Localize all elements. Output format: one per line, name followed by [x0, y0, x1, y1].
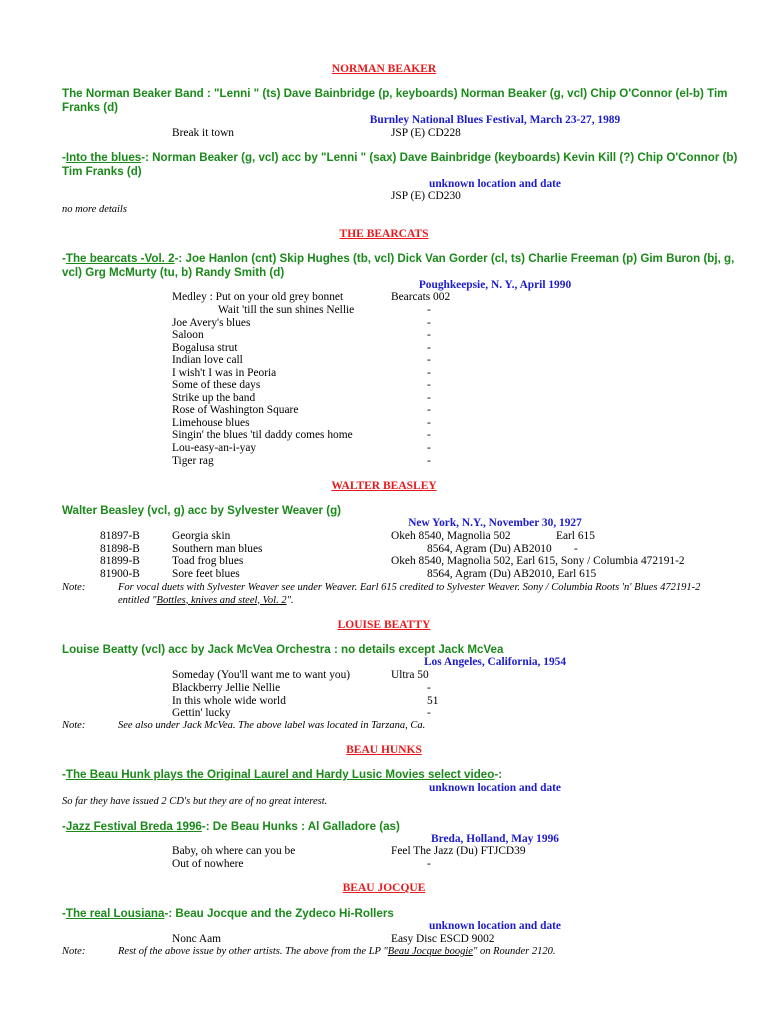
session-location: Los Angeles, California, 1954	[423, 656, 567, 668]
header-prefix: -	[62, 820, 66, 833]
header-suffix: -:	[494, 768, 503, 781]
session-location: unknown location and date	[429, 920, 561, 932]
track-title: Toad frog blues	[172, 555, 244, 567]
session-header	[62, 87, 752, 115]
artist-heading-walter-beasley: WALTER BEASLEY	[331, 480, 437, 492]
session-personnel: The Norman Beaker Band : "Lenni " (ts) Dave Bainbridge (p, keyboards) Norman Beaker (g, vcl) Chip O'Connor (el-b) Tim Franks (d)	[62, 87, 728, 114]
track-issue: -	[427, 858, 431, 870]
note-label: Note:	[62, 720, 86, 731]
track-title: Sore feet blues	[172, 568, 240, 580]
note-text	[118, 582, 718, 607]
misc-note: no more details	[62, 204, 127, 215]
session-header	[62, 907, 752, 921]
track-issue: -	[427, 329, 431, 341]
album-title: Jazz Festival Breda 1996	[65, 820, 202, 833]
track-title: Indian love call	[172, 354, 243, 366]
header-prefix: -	[62, 768, 66, 781]
track-title: Nonc Aam	[172, 933, 222, 945]
track-title: Medley : Put on your old grey bonnet	[172, 291, 344, 303]
track-issue-extra: Earl 615	[556, 530, 595, 542]
header-prefix: -	[62, 252, 66, 265]
track-title: Limehouse blues	[172, 417, 250, 429]
track-title: Rose of Washington Square	[172, 404, 299, 416]
session-location: unknown location and date	[429, 178, 561, 190]
track-title: Blackberry Jellie Nellie	[172, 682, 281, 694]
matrix-number: 81899-B	[100, 555, 140, 567]
note-album-title: Bottles, knives and steel, Vol. 2	[156, 594, 287, 606]
track-title: Strike up the band	[172, 392, 256, 404]
matrix-number: 81898-B	[100, 543, 140, 555]
track-issue: 8564, Agram (Du) AB2010	[427, 543, 552, 555]
session-personnel: Louise Beatty (vcl) acc by Jack McVea Orchestra : no details except Jack McVea	[62, 643, 504, 656]
track-issue: -	[427, 379, 431, 391]
header-prefix: -	[62, 151, 66, 164]
track-title: Southern man blues	[172, 543, 263, 555]
session-header	[62, 820, 752, 834]
matrix-number: 81900-B	[100, 568, 140, 580]
album-title: The real Lousiana	[65, 907, 165, 920]
session-location: Poughkeepsie, N. Y., April 1990	[418, 279, 572, 291]
note-label: Note:	[62, 946, 86, 957]
track-issue: 51	[427, 695, 439, 707]
note-label: Note:	[62, 582, 86, 593]
track-title: Some of these days	[172, 379, 261, 391]
session-header	[62, 643, 752, 657]
session-personnel: -: Beau Jocque and the Zydeco Hi-Rollers	[164, 907, 394, 920]
note-body-end: ".	[286, 594, 294, 606]
header-prefix: -	[62, 907, 66, 920]
track-issue: Bearcats 002	[391, 291, 451, 303]
track-title: Tiger rag	[172, 455, 214, 467]
artist-heading-the-bearcats: THE BEARCATS	[339, 228, 429, 240]
note-text	[118, 720, 718, 733]
album-title: The Beau Hunk plays the Original Laurel and Hardy Lusic Movies select video	[65, 768, 495, 781]
track-issue: -	[427, 392, 431, 404]
track-title: Lou-easy-an-i-yay	[172, 442, 257, 454]
track-title: In this whole wide world	[172, 695, 286, 707]
session-header	[62, 504, 752, 518]
track-issue: -	[427, 417, 431, 429]
note-body: Rest of the above issue by other artists. The above from the LP "	[118, 946, 388, 957]
track-issue: -	[427, 354, 431, 366]
artist-heading-beau-hunks: BEAU HUNKS	[346, 744, 422, 756]
artist-heading-norman-beaker: NORMAN BEAKER	[331, 63, 437, 75]
track-issue: -	[427, 455, 431, 467]
session-location: New York, N.Y., November 30, 1927	[408, 517, 582, 529]
session-personnel: -: De Beau Hunks : Al Galladore (as)	[201, 820, 400, 833]
session-location: unknown location and date	[429, 782, 561, 794]
track-issue: -	[427, 404, 431, 416]
track-title: Joe Avery's blues	[172, 317, 251, 329]
note-album-title: Beau Jocque boogie	[387, 946, 473, 957]
track-issue: Okeh 8540, Magnolia 502	[391, 530, 511, 542]
track-issue: -	[427, 304, 431, 316]
matrix-number: 81897-B	[100, 530, 140, 542]
track-title: Gettin' lucky	[172, 707, 231, 719]
track-issue: -	[427, 442, 431, 454]
track-title: Saloon	[172, 329, 204, 341]
track-title: Baby, oh where can you be	[172, 845, 296, 857]
artist-heading-louise-beatty: LOUISE BEATTY	[337, 619, 431, 631]
track-issue: -	[427, 682, 431, 694]
session-personnel: -: Norman Beaker (g, vcl) acc by "Lenni " (sax) Dave Bainbridge (keyboards) Kevin Kill (?) Chip O'Connor (b) Tim Franks (d)	[62, 151, 738, 178]
track-issue: Easy Disc ESCD 9002	[391, 933, 495, 945]
album-title: The bearcats -Vol. 2	[65, 252, 175, 265]
note-text	[118, 946, 738, 959]
note-body: See also under Jack McVea. The above label was located in Tarzana, Ca.	[118, 720, 426, 731]
track-issue-extra: -	[574, 543, 578, 555]
track-issue: -	[427, 707, 431, 719]
track-issue: JSP (E) CD230	[391, 190, 461, 202]
track-issue: Feel The Jazz (Du) FTJCD39	[391, 845, 526, 857]
track-title: Singin' the blues 'til daddy comes home	[172, 429, 353, 441]
session-header	[62, 151, 752, 179]
track-title: Out of nowhere	[172, 858, 244, 870]
note-body-end: " on Rounder 2120.	[472, 946, 556, 957]
session-header	[62, 768, 752, 782]
track-issue: -	[427, 342, 431, 354]
session-header	[62, 252, 752, 280]
track-title: Georgia skin	[172, 530, 231, 542]
track-issue: JSP (E) CD228	[391, 127, 461, 139]
track-title: Wait 'till the sun shines Nellie	[218, 304, 355, 316]
misc-note: So far they have issued 2 CD's but they are of no great interest.	[62, 796, 328, 807]
track-title: Bogalusa strut	[172, 342, 238, 354]
note-body: For vocal duets with Sylvester Weaver see under Weaver. Earl 615 credited to Sylvester Weaver. Sony / Columbia Roots 'n' Blues 472191-2 entitled "	[118, 582, 701, 606]
track-issue: -	[427, 429, 431, 441]
session-location: Breda, Holland, May 1996	[431, 833, 559, 845]
session-personnel: Walter Beasley (vcl, g) acc by Sylvester Weaver (g)	[62, 504, 342, 517]
track-issue: -	[427, 367, 431, 379]
track-issue: Okeh 8540, Magnolia 502, Earl 615, Sony / Columbia 472191-2	[391, 555, 685, 567]
artist-heading-beau-jocque: BEAU JOCQUE	[342, 882, 426, 894]
album-title: Into the blues	[65, 151, 142, 164]
track-issue: 8564, Agram (Du) AB2010, Earl 615	[427, 568, 597, 580]
track-title: Someday (You'll want me to want you)	[172, 669, 351, 681]
track-title: Break it town	[172, 127, 235, 139]
track-title: I wish't I was in Peoria	[172, 367, 277, 379]
track-issue: Ultra 50	[391, 669, 429, 681]
session-location: Burnley National Blues Festival, March 23-27, 1989	[369, 114, 621, 126]
session-personnel: -: Joe Hanlon (cnt) Skip Hughes (tb, vcl) Dick Van Gorder (cl, ts) Charlie Freeman (p) Gim Buron (bj, g, vcl) Grg McMurty (tu, b) Randy Smith (d)	[62, 252, 735, 279]
track-issue: -	[427, 317, 431, 329]
